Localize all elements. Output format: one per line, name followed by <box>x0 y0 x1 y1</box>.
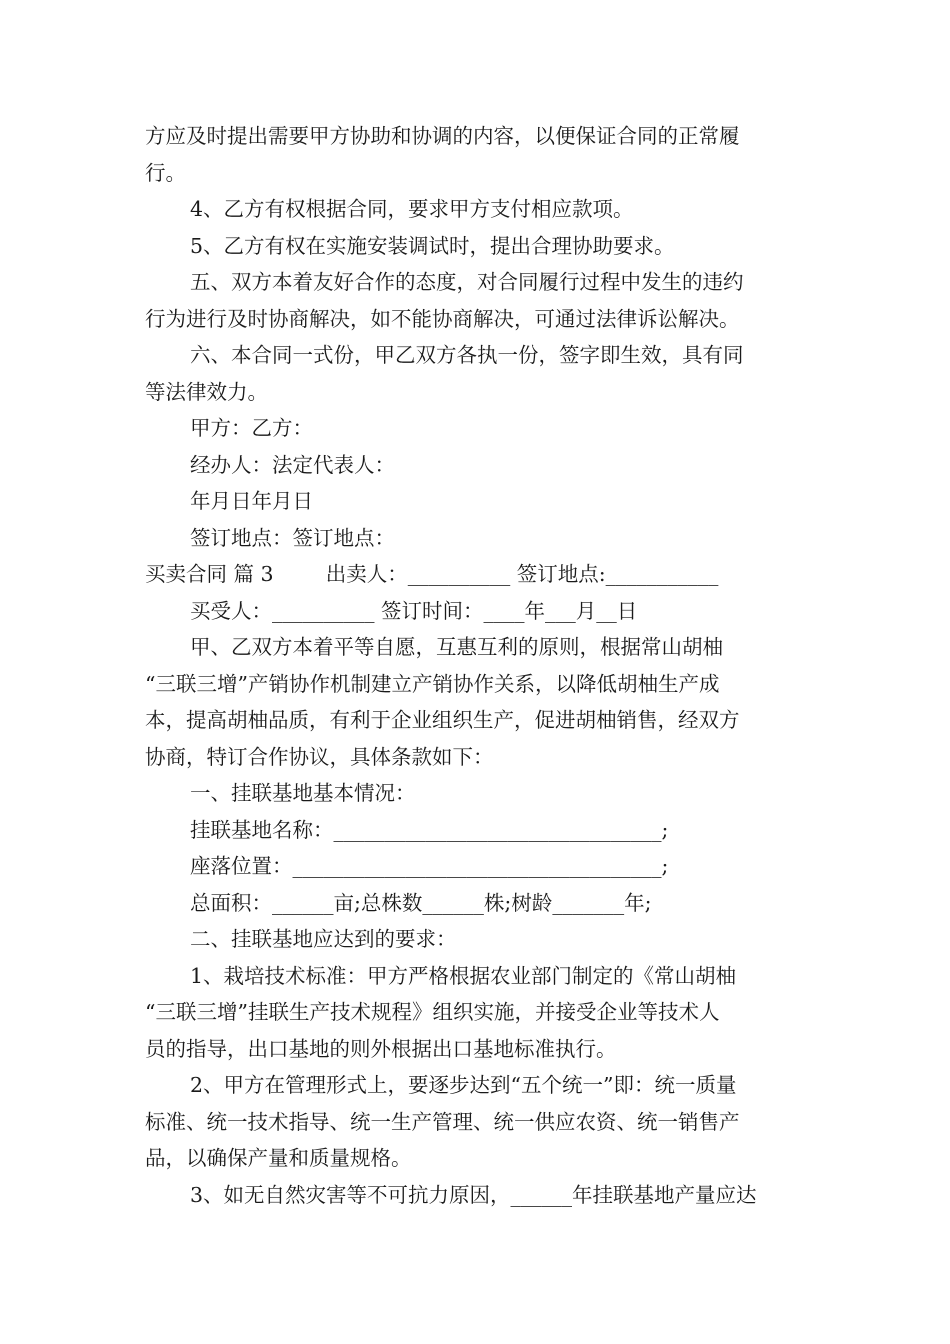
text-line: 方应及时提出需要甲方协助和协调的内容，以便保证合同的正常履 <box>145 124 740 148</box>
text-line: 本，提高胡柚品质，有利于企业组织生产，促进胡柚销售，经双方 <box>145 708 740 732</box>
form-field-line: 座落位置：____________________________________; <box>190 854 669 878</box>
text-line: 协商，特订合作协议，具体条款如下： <box>145 744 494 769</box>
contract-text <box>145 118 810 1213</box>
signature-dates: 年月日年月日 <box>190 489 313 513</box>
text-line: 5、乙方有权在实施安装调试时，提出合理协助要求。 <box>190 233 675 258</box>
text-line: 二、挂联基地应达到的要求： <box>190 927 457 951</box>
text-line: 甲、乙双方本着平等自愿，互惠互利的原则，根据常山胡柚 <box>190 635 723 659</box>
section-heading: 买卖合同 篇 3 出卖人：__________ 签订地点:___________ <box>145 562 719 586</box>
signature-agents: 经办人：法定代表人： <box>190 452 395 477</box>
text-line: 2、甲方在管理形式上，要逐步达到“五个统一”即：统一质量 <box>190 1073 737 1097</box>
signature-places: 签订地点：签订地点： <box>190 525 395 550</box>
text-line: “三联三增”产销协作机制建立产销协作关系，以降低胡柚生产成 <box>145 671 720 696</box>
text-line: “三联三增”挂联生产技术规程》组织实施，并接受企业等技术人 <box>145 1000 720 1024</box>
text-line: 行为进行及时协商解决，如不能协商解决，可通过法律诉讼解决。 <box>145 306 740 331</box>
text-line: 1、栽培技术标准：甲方严格根据农业部门制定的《常山胡柚 <box>190 963 737 988</box>
form-field-line: 挂联基地名称：________________________________; <box>190 817 669 842</box>
text-line: 品，以确保产量和质量规格。 <box>145 1146 412 1170</box>
text-line: 等法律效力。 <box>145 379 268 404</box>
text-line: 买受人：__________ 签订时间：____年___月__日 <box>190 598 638 623</box>
text-line: 一、挂联基地基本情况： <box>190 781 416 805</box>
text-line: 六、本合同一式份，甲乙双方各执一份，签字即生效，具有同 <box>190 343 744 367</box>
text-line: 4、乙方有权根据合同，要求甲方支付相应款项。 <box>190 197 634 221</box>
text-line: 行。 <box>145 160 186 185</box>
text-line: 标准、统一技术指导、统一生产管理、统一供应农资、统一销售产 <box>145 1109 740 1134</box>
text-line: 员的指导，出口基地的则外根据出口基地标准执行。 <box>145 1036 617 1061</box>
text-line: 3、如无自然灾害等不可抗力原因，______年挂联基地产量应达 <box>190 1182 757 1207</box>
form-field-line: 总面积：______亩;总株数______株;树龄_______年; <box>190 890 652 915</box>
signature-parties: 甲方：乙方： <box>190 416 313 440</box>
text-line: 五、双方本着友好合作的态度，对合同履行过程中发生的违约 <box>190 270 744 294</box>
